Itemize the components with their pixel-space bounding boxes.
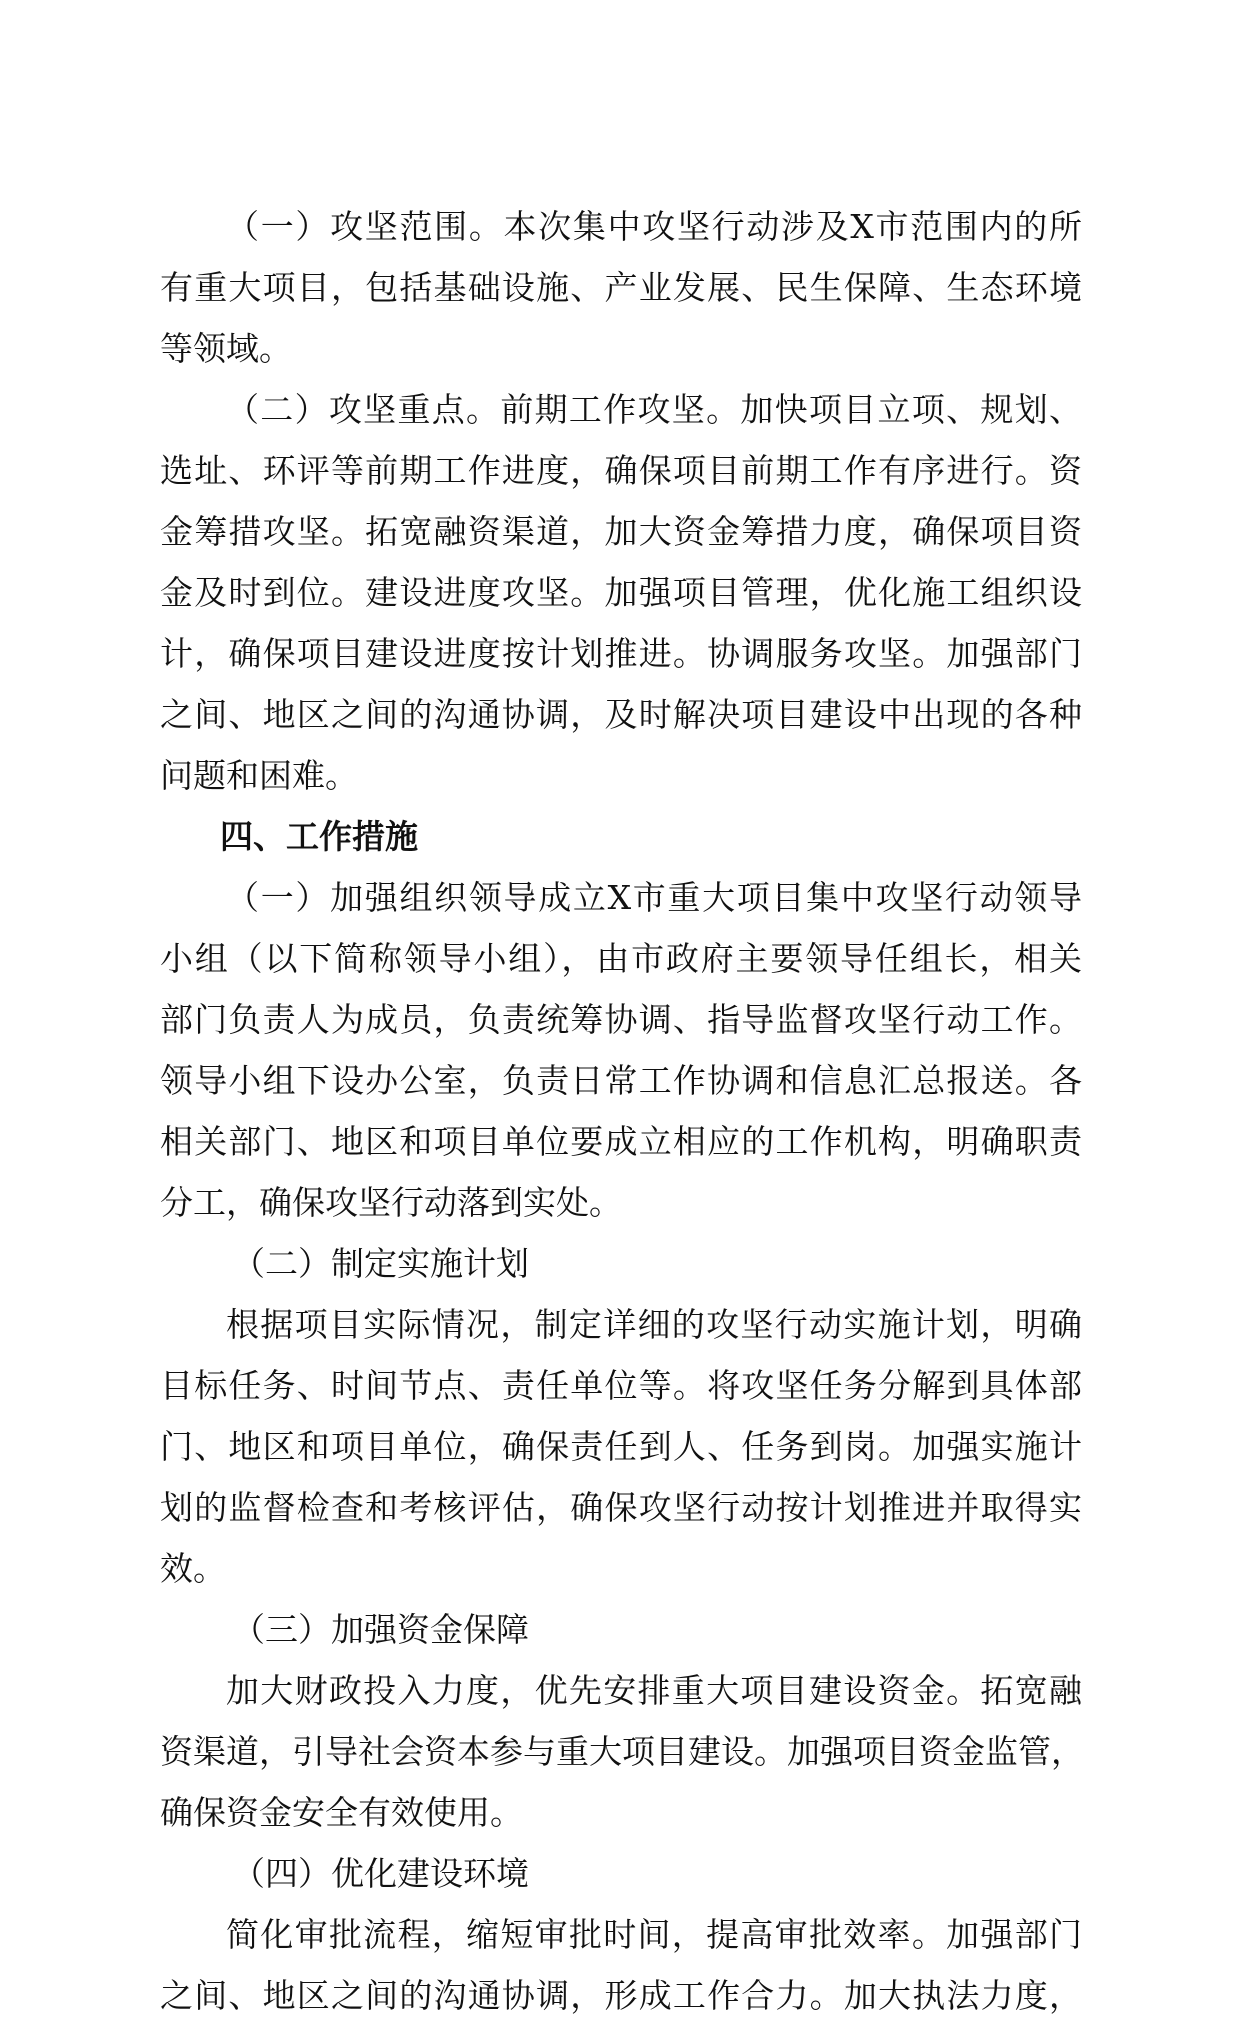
focus-line-6: 之间、地区之间的沟通协调，及时解决项目建设中出现的各种 (160, 695, 1082, 734)
scope-line-2: 有重大项目，包括基础设施、产业发展、民生保障、生态环境 (160, 268, 1082, 307)
measure2-line-5: 效。 (160, 1549, 226, 1588)
measure1-line-5: 相关部门、地区和项目单位要成立相应的工作机构，明确职责 (160, 1122, 1082, 1161)
focus-line-1: （二）攻坚重点。前期工作攻坚。加快项目立项、规划、 (226, 390, 1082, 429)
measure1-line-4: 领导小组下设办公室，负责日常工作协调和信息汇总报送。各 (160, 1061, 1082, 1100)
focus-line-4: 金及时到位。建设进度攻坚。加强项目管理，优化施工组织设 (160, 573, 1082, 612)
measure1-line-3: 部门负责人为成员，负责统筹协调、指导监督攻坚行动工作。 (160, 1000, 1082, 1039)
measure3-line-1: 加大财政投入力度，优先安排重大项目建设资金。拓宽融 (226, 1671, 1082, 1710)
section-heading-4: 四、工作措施 (220, 817, 418, 856)
measure4-line-1: 简化审批流程，缩短审批时间，提高审批效率。加强部门 (226, 1915, 1082, 1954)
measure4-title: （四）优化建设环境 (232, 1854, 529, 1893)
measure2-line-3: 门、地区和项目单位，确保责任到人、任务到岗。加强实施计 (160, 1427, 1082, 1466)
measure3-line-2: 资渠道，引导社会资本参与重大项目建设。加强项目资金监管， (160, 1732, 1084, 1771)
measure2-line-4: 划的监督检查和考核评估，确保攻坚行动按计划推进并取得实 (160, 1488, 1082, 1527)
measure2-line-2: 目标任务、时间节点、责任单位等。将攻坚任务分解到具体部 (160, 1366, 1082, 1405)
focus-line-2: 选址、环评等前期工作进度，确保项目前期工作有序进行。资 (160, 451, 1082, 490)
scope-line-1: （一）攻坚范围。本次集中攻坚行动涉及X市范围内的所 (226, 207, 1082, 246)
measure1-line-2: 小组（以下简称领导小组），由市政府主要领导任组长，相关 (160, 939, 1082, 978)
measure2-title: （二）制定实施计划 (232, 1244, 529, 1283)
measure3-line-3: 确保资金安全有效使用。 (160, 1793, 523, 1832)
focus-line-5: 计，确保项目建设进度按计划推进。协调服务攻坚。加强部门 (160, 634, 1082, 673)
document-page (160, 196, 1082, 2026)
measure2-line-1: 根据项目实际情况，制定详细的攻坚行动实施计划，明确 (226, 1305, 1082, 1344)
scope-line-3: 等领域。 (160, 329, 292, 368)
measure1-line-6: 分工，确保攻坚行动落到实处。 (160, 1183, 622, 1222)
measure4-line-2: 之间、地区之间的沟通协调，形成工作合力。加大执法力度， (160, 1976, 1082, 2015)
measure3-title: （三）加强资金保障 (232, 1610, 529, 1649)
focus-line-7: 问题和困难。 (160, 756, 358, 795)
focus-line-3: 金筹措攻坚。拓宽融资渠道，加大资金筹措力度，确保项目资 (160, 512, 1082, 551)
measure1-line-1: （一）加强组织领导成立X市重大项目集中攻坚行动领导 (226, 878, 1082, 917)
